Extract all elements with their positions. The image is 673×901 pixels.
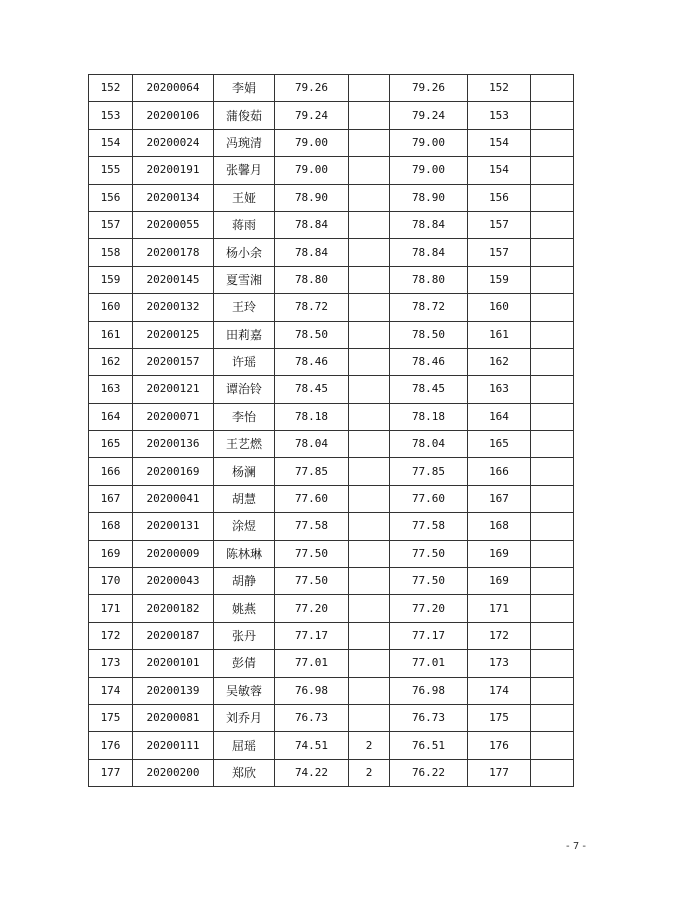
- total-cell: 77.60: [390, 485, 468, 512]
- id-cell: 20200169: [133, 458, 214, 485]
- score-cell: 79.24: [275, 102, 349, 129]
- total-cell: 78.46: [390, 348, 468, 375]
- score-cell: 77.20: [275, 595, 349, 622]
- seq-cell: 173: [89, 650, 133, 677]
- name-cell: 冯琬清: [214, 129, 275, 156]
- note-cell: [531, 595, 574, 622]
- score-cell: 78.72: [275, 294, 349, 321]
- id-cell: 20200043: [133, 568, 214, 595]
- id-cell: 20200182: [133, 595, 214, 622]
- id-cell: 20200134: [133, 184, 214, 211]
- bonus-cell: [349, 321, 390, 348]
- note-cell: [531, 622, 574, 649]
- bonus-cell: 2: [349, 759, 390, 786]
- bonus-cell: [349, 704, 390, 731]
- name-cell: 屈瑶: [214, 732, 275, 759]
- seq-cell: 167: [89, 485, 133, 512]
- bonus-cell: [349, 75, 390, 102]
- name-cell: 涂煜: [214, 513, 275, 540]
- score-table: [88, 74, 574, 787]
- id-cell: 20200101: [133, 650, 214, 677]
- id-cell: 20200191: [133, 157, 214, 184]
- note-cell: [531, 239, 574, 266]
- seq-cell: 152: [89, 75, 133, 102]
- name-cell: 张馨月: [214, 157, 275, 184]
- rank-cell: 162: [468, 348, 531, 375]
- score-cell: 78.46: [275, 348, 349, 375]
- id-cell: 20200178: [133, 239, 214, 266]
- table-row: [89, 211, 574, 238]
- score-cell: 77.01: [275, 650, 349, 677]
- score-cell: 78.18: [275, 403, 349, 430]
- table-row: [89, 759, 574, 786]
- seq-cell: 164: [89, 403, 133, 430]
- total-cell: 78.72: [390, 294, 468, 321]
- note-cell: [531, 157, 574, 184]
- name-cell: 李娟: [214, 75, 275, 102]
- rank-cell: 157: [468, 211, 531, 238]
- score-cell: 79.00: [275, 157, 349, 184]
- total-cell: 77.85: [390, 458, 468, 485]
- note-cell: [531, 294, 574, 321]
- score-cell: 78.90: [275, 184, 349, 211]
- table-row: [89, 239, 574, 266]
- note-cell: [531, 650, 574, 677]
- name-cell: 王艺燃: [214, 431, 275, 458]
- rank-cell: 174: [468, 677, 531, 704]
- rank-cell: 169: [468, 568, 531, 595]
- bonus-cell: [349, 403, 390, 430]
- table-row: [89, 650, 574, 677]
- id-cell: 20200064: [133, 75, 214, 102]
- id-cell: 20200041: [133, 485, 214, 512]
- score-cell: 74.51: [275, 732, 349, 759]
- score-table-body: [89, 75, 574, 787]
- note-cell: [531, 540, 574, 567]
- id-cell: 20200081: [133, 704, 214, 731]
- rank-cell: 156: [468, 184, 531, 211]
- rank-cell: 160: [468, 294, 531, 321]
- id-cell: 20200139: [133, 677, 214, 704]
- bonus-cell: [349, 376, 390, 403]
- name-cell: 吴敏蓉: [214, 677, 275, 704]
- table-row: [89, 431, 574, 458]
- name-cell: 王玲: [214, 294, 275, 321]
- seq-cell: 158: [89, 239, 133, 266]
- score-cell: 78.45: [275, 376, 349, 403]
- id-cell: 20200111: [133, 732, 214, 759]
- score-cell: 77.60: [275, 485, 349, 512]
- name-cell: 夏雪湘: [214, 266, 275, 293]
- bonus-cell: [349, 157, 390, 184]
- table-row: [89, 704, 574, 731]
- score-cell: 78.84: [275, 239, 349, 266]
- note-cell: [531, 211, 574, 238]
- score-cell: 79.00: [275, 129, 349, 156]
- total-cell: 78.84: [390, 211, 468, 238]
- name-cell: 王娅: [214, 184, 275, 211]
- id-cell: 20200131: [133, 513, 214, 540]
- rank-cell: 175: [468, 704, 531, 731]
- name-cell: 田莉嘉: [214, 321, 275, 348]
- note-cell: [531, 321, 574, 348]
- score-cell: 78.84: [275, 211, 349, 238]
- table-row: [89, 595, 574, 622]
- rank-cell: 177: [468, 759, 531, 786]
- total-cell: 77.20: [390, 595, 468, 622]
- bonus-cell: [349, 650, 390, 677]
- note-cell: [531, 568, 574, 595]
- bonus-cell: 2: [349, 732, 390, 759]
- table-row: [89, 376, 574, 403]
- bonus-cell: [349, 266, 390, 293]
- id-cell: 20200145: [133, 266, 214, 293]
- bonus-cell: [349, 211, 390, 238]
- note-cell: [531, 102, 574, 129]
- seq-cell: 160: [89, 294, 133, 321]
- bonus-cell: [349, 294, 390, 321]
- table-row: [89, 184, 574, 211]
- bonus-cell: [349, 485, 390, 512]
- table-row: [89, 348, 574, 375]
- rank-cell: 164: [468, 403, 531, 430]
- seq-cell: 163: [89, 376, 133, 403]
- table-row: [89, 458, 574, 485]
- table-row: [89, 732, 574, 759]
- note-cell: [531, 431, 574, 458]
- name-cell: 谭治铃: [214, 376, 275, 403]
- name-cell: 郑欣: [214, 759, 275, 786]
- rank-cell: 161: [468, 321, 531, 348]
- note-cell: [531, 759, 574, 786]
- seq-cell: 166: [89, 458, 133, 485]
- id-cell: 20200157: [133, 348, 214, 375]
- id-cell: 20200187: [133, 622, 214, 649]
- bonus-cell: [349, 677, 390, 704]
- seq-cell: 165: [89, 431, 133, 458]
- total-cell: 76.73: [390, 704, 468, 731]
- bonus-cell: [349, 458, 390, 485]
- score-cell: 77.85: [275, 458, 349, 485]
- bonus-cell: [349, 239, 390, 266]
- total-cell: 79.24: [390, 102, 468, 129]
- note-cell: [531, 677, 574, 704]
- id-cell: 20200106: [133, 102, 214, 129]
- id-cell: 20200071: [133, 403, 214, 430]
- note-cell: [531, 75, 574, 102]
- note-cell: [531, 348, 574, 375]
- table-row: [89, 677, 574, 704]
- seq-cell: 170: [89, 568, 133, 595]
- rank-cell: 166: [468, 458, 531, 485]
- total-cell: 78.45: [390, 376, 468, 403]
- seq-cell: 169: [89, 540, 133, 567]
- seq-cell: 176: [89, 732, 133, 759]
- note-cell: [531, 458, 574, 485]
- total-cell: 79.00: [390, 157, 468, 184]
- bonus-cell: [349, 568, 390, 595]
- table-row: [89, 102, 574, 129]
- note-cell: [531, 485, 574, 512]
- score-cell: 76.98: [275, 677, 349, 704]
- note-cell: [531, 129, 574, 156]
- name-cell: 张丹: [214, 622, 275, 649]
- total-cell: 76.98: [390, 677, 468, 704]
- total-cell: 79.00: [390, 129, 468, 156]
- total-cell: 78.80: [390, 266, 468, 293]
- seq-cell: 177: [89, 759, 133, 786]
- note-cell: [531, 732, 574, 759]
- total-cell: 77.01: [390, 650, 468, 677]
- note-cell: [531, 513, 574, 540]
- bonus-cell: [349, 513, 390, 540]
- note-cell: [531, 403, 574, 430]
- table-row: [89, 568, 574, 595]
- rank-cell: 163: [468, 376, 531, 403]
- note-cell: [531, 376, 574, 403]
- id-cell: 20200200: [133, 759, 214, 786]
- bonus-cell: [349, 129, 390, 156]
- id-cell: 20200024: [133, 129, 214, 156]
- table-row: [89, 403, 574, 430]
- score-cell: 76.73: [275, 704, 349, 731]
- rank-cell: 159: [468, 266, 531, 293]
- table-row: [89, 157, 574, 184]
- name-cell: 姚燕: [214, 595, 275, 622]
- total-cell: 76.22: [390, 759, 468, 786]
- rank-cell: 167: [468, 485, 531, 512]
- rank-cell: 173: [468, 650, 531, 677]
- name-cell: 刘乔月: [214, 704, 275, 731]
- note-cell: [531, 266, 574, 293]
- seq-cell: 161: [89, 321, 133, 348]
- score-cell: 77.17: [275, 622, 349, 649]
- seq-cell: 155: [89, 157, 133, 184]
- table-row: [89, 266, 574, 293]
- id-cell: 20200009: [133, 540, 214, 567]
- name-cell: 陈林琳: [214, 540, 275, 567]
- total-cell: 77.50: [390, 540, 468, 567]
- name-cell: 彭倩: [214, 650, 275, 677]
- total-cell: 78.50: [390, 321, 468, 348]
- seq-cell: 159: [89, 266, 133, 293]
- seq-cell: 153: [89, 102, 133, 129]
- score-cell: 78.04: [275, 431, 349, 458]
- name-cell: 杨澜: [214, 458, 275, 485]
- bonus-cell: [349, 431, 390, 458]
- total-cell: 76.51: [390, 732, 468, 759]
- score-cell: 78.80: [275, 266, 349, 293]
- seq-cell: 162: [89, 348, 133, 375]
- total-cell: 77.50: [390, 568, 468, 595]
- note-cell: [531, 184, 574, 211]
- total-cell: 77.58: [390, 513, 468, 540]
- bonus-cell: [349, 622, 390, 649]
- total-cell: 77.17: [390, 622, 468, 649]
- id-cell: 20200132: [133, 294, 214, 321]
- rank-cell: 165: [468, 431, 531, 458]
- rank-cell: 171: [468, 595, 531, 622]
- rank-cell: 154: [468, 129, 531, 156]
- rank-cell: 154: [468, 157, 531, 184]
- score-cell: 77.50: [275, 568, 349, 595]
- table-row: [89, 129, 574, 156]
- rank-cell: 157: [468, 239, 531, 266]
- seq-cell: 157: [89, 211, 133, 238]
- rank-cell: 176: [468, 732, 531, 759]
- seq-cell: 172: [89, 622, 133, 649]
- bonus-cell: [349, 348, 390, 375]
- rank-cell: 172: [468, 622, 531, 649]
- name-cell: 蒲俊茹: [214, 102, 275, 129]
- seq-cell: 171: [89, 595, 133, 622]
- total-cell: 78.18: [390, 403, 468, 430]
- bonus-cell: [349, 540, 390, 567]
- score-cell: 77.50: [275, 540, 349, 567]
- seq-cell: 174: [89, 677, 133, 704]
- table-row: [89, 485, 574, 512]
- score-cell: 79.26: [275, 75, 349, 102]
- name-cell: 李怡: [214, 403, 275, 430]
- score-cell: 77.58: [275, 513, 349, 540]
- bonus-cell: [349, 184, 390, 211]
- table-row: [89, 75, 574, 102]
- total-cell: 78.04: [390, 431, 468, 458]
- id-cell: 20200055: [133, 211, 214, 238]
- table-row: [89, 622, 574, 649]
- id-cell: 20200136: [133, 431, 214, 458]
- seq-cell: 168: [89, 513, 133, 540]
- total-cell: 78.84: [390, 239, 468, 266]
- rank-cell: 169: [468, 540, 531, 567]
- score-cell: 74.22: [275, 759, 349, 786]
- seq-cell: 156: [89, 184, 133, 211]
- table-row: [89, 513, 574, 540]
- name-cell: 杨小余: [214, 239, 275, 266]
- table-row: [89, 540, 574, 567]
- name-cell: 胡静: [214, 568, 275, 595]
- name-cell: 蒋雨: [214, 211, 275, 238]
- bonus-cell: [349, 102, 390, 129]
- rank-cell: 152: [468, 75, 531, 102]
- rank-cell: 153: [468, 102, 531, 129]
- id-cell: 20200121: [133, 376, 214, 403]
- seq-cell: 154: [89, 129, 133, 156]
- table-row: [89, 294, 574, 321]
- bonus-cell: [349, 595, 390, 622]
- page-number: - 7 -: [566, 841, 586, 852]
- rank-cell: 168: [468, 513, 531, 540]
- name-cell: 许瑶: [214, 348, 275, 375]
- table-row: [89, 321, 574, 348]
- score-cell: 78.50: [275, 321, 349, 348]
- seq-cell: 175: [89, 704, 133, 731]
- total-cell: 78.90: [390, 184, 468, 211]
- total-cell: 79.26: [390, 75, 468, 102]
- id-cell: 20200125: [133, 321, 214, 348]
- name-cell: 胡慧: [214, 485, 275, 512]
- note-cell: [531, 704, 574, 731]
